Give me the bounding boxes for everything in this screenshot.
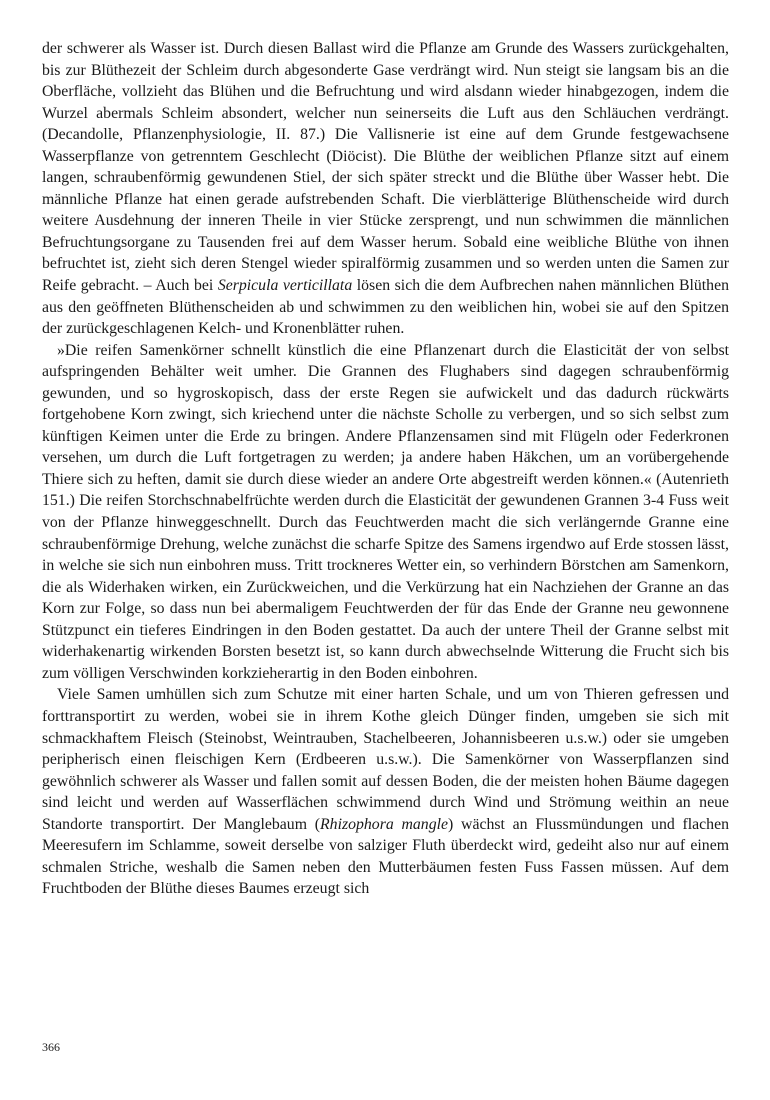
paragraph-3-segment-1: Viele Samen umhüllen sich zum Schutze mit einer harten Schale, und um von Thieren gefressen und forttransportirt zu werden, wobei sie in ihrem Kothe gleich Dünger finden, umgeben sie sich mit schmackhaftem Fleisch (Steinobst, Weintrauben, Stachelbeeren, Johannisbeeren u.s.w.) oder sie umgeben peripherisch einen fleischigen Kern (Erdbeeren u.s.w.). Die Samenkörner von Wasserpflanzen sind gewöhnlich schwerer als Wasser und fallen somit auf dessen Boden, die der meisten hohen Bäume dagegen sind leicht und werden auf Wasserflächen schwimmend durch Wind und Strömung weithin an neue Standorte transportirt. Der Manglebaum ( xyxy=(42,686,729,833)
paragraph-1-italic-term: Serpicula verticillata xyxy=(217,277,353,295)
paragraph-2 xyxy=(42,340,729,685)
paragraph-3-italic-term: Rhizophora mangle xyxy=(320,815,449,833)
paragraph-1 xyxy=(42,38,729,340)
page-number: 366 xyxy=(42,1040,60,1054)
text-block xyxy=(42,38,729,900)
paragraph-1-segment-3: lösen sich die dem Aufbrechen nahen männlichen Blüthen aus den geöffneten Blüthenscheiden ab und schwimmen zu den weiblichen hin, wobei sie auf den Spitzen der zurückgeschlagenen Kelch- und Kronenblätter ruhen. xyxy=(42,277,729,338)
paragraph-3 xyxy=(42,684,729,899)
paragraph-3-segment-3: ) wächst an Flussmündungen und flachen Meeresufern im Schlamme, soweit derselbe von salziger Fluth überdeckt wird, gedeiht also nur auf einem schmalen Striche, weshalb die Samen neben den Mutterbäumen festen Fuss Fassen müssen. Auf dem Fruchtboden der Blüthe dieses Baumes erzeugt sich xyxy=(42,815,729,898)
paragraph-1-segment-1: der schwerer als Wasser ist. Durch diesen Ballast wird die Pflanze am Grunde des Wassers zurückgehalten, bis zur Blüthezeit der Schleim durch abgesonderte Gase verdrängt wird. Nun steigt sie langsam bis an die Oberfläche, vollzieht das Blühen und die Befruchtung und wird alsdann wieder hinabgezogen, indem die Wurzel abermals Schleim absondert, welcher nun seinerseits die Luft aus den Schläuchen verdrängt. (Decandolle, Pflanzenphysiologie, II. 87.) Die Vallisnerie ist eine auf dem Grunde festgewachsene Wasserpflanze von getrenntem Geschlecht (Diöcist). Die Blüthe der weiblichen Pflanze sitzt auf einem langen, schraubenförmig gewundenen Stiel, der sich später streckt und die Blüthe über Wasser hebt. Die männliche Pflanze hat einen gerade aufstrebenden Schaft. Die vierblätterige Blüthenscheide wird durch weitere Ausdehnung der inneren Theile in vier Stücke zersprengt, und nun schwimmen die männlichen Befruchtungsorgane zu Tausenden frei auf dem Wasser herum. Sobald eine weibliche Blüthe von ihnen befruchtet ist, zieht sich deren Stengel wieder spiralförmig zusammen und so werden unten die Samen zur Reife gebracht. – Auch bei xyxy=(42,40,729,295)
paragraph-2-segment-1: »Die reifen Samenkörner schnellt künstlich die eine Pflanzenart durch die Elasticität der von selbst aufspringenden Behälter weit umher. Die Grannen des Flughabers sind dagegen schraubenförmig gewunden, und so hygroskopisch, dass der erste Regen sie aufwickelt und das dadurch rückwärts fortgehobene Korn zwingt, sich kriechend unter die nächste Scholle zu verbergen, und so sich selbst zum künftigen Keimen unter die Erde zu bringen. Andere Pflanzensamen sind mit Flügeln oder Federkronen versehen, um durch die Luft fortgetragen zu werden; ja andere haben Häkchen, um an vorübergehende Thiere sich zu heften, damit sie durch diese wieder an andere Orte abgestreift werden können.« (Autenrieth 151.) Die reifen Storchschnabelfrüchte werden durch die Elasticität der gewundenen Grannen 3-4 Fuss weit von der Pflanze hinweggeschnellt. Durch das Feuchtwerden macht die sich verlängernde Granne eine schraubenförmige Drehung, welche zunächst die scharfe Spitze des Samens irgendwo auf Erde stossen lässt, in welche sie sich nun einbohren muss. Tritt trockneres Wetter ein, so verhindern Börstchen am Samenkorn, die als Widerhaken wirken, ein Zurückweichen, und die Verkürzung hat ein Nachziehen der Granne an das Korn zur Folge, so dass nun bei abermaligem Feuchtwerden der für das Ende der Granne neu gewonnene Stützpunct ein tieferes Eindringen in den Boden gestattet. Da auch der untere Theil der Granne selbst mit widerhakenartig wirkenden Borsten besetzt ist, so kann durch abwechselnde Witterung die Frucht sich bis zum völligen Verschwinden korkzieherartig in den Boden einbohren. xyxy=(42,341,729,682)
